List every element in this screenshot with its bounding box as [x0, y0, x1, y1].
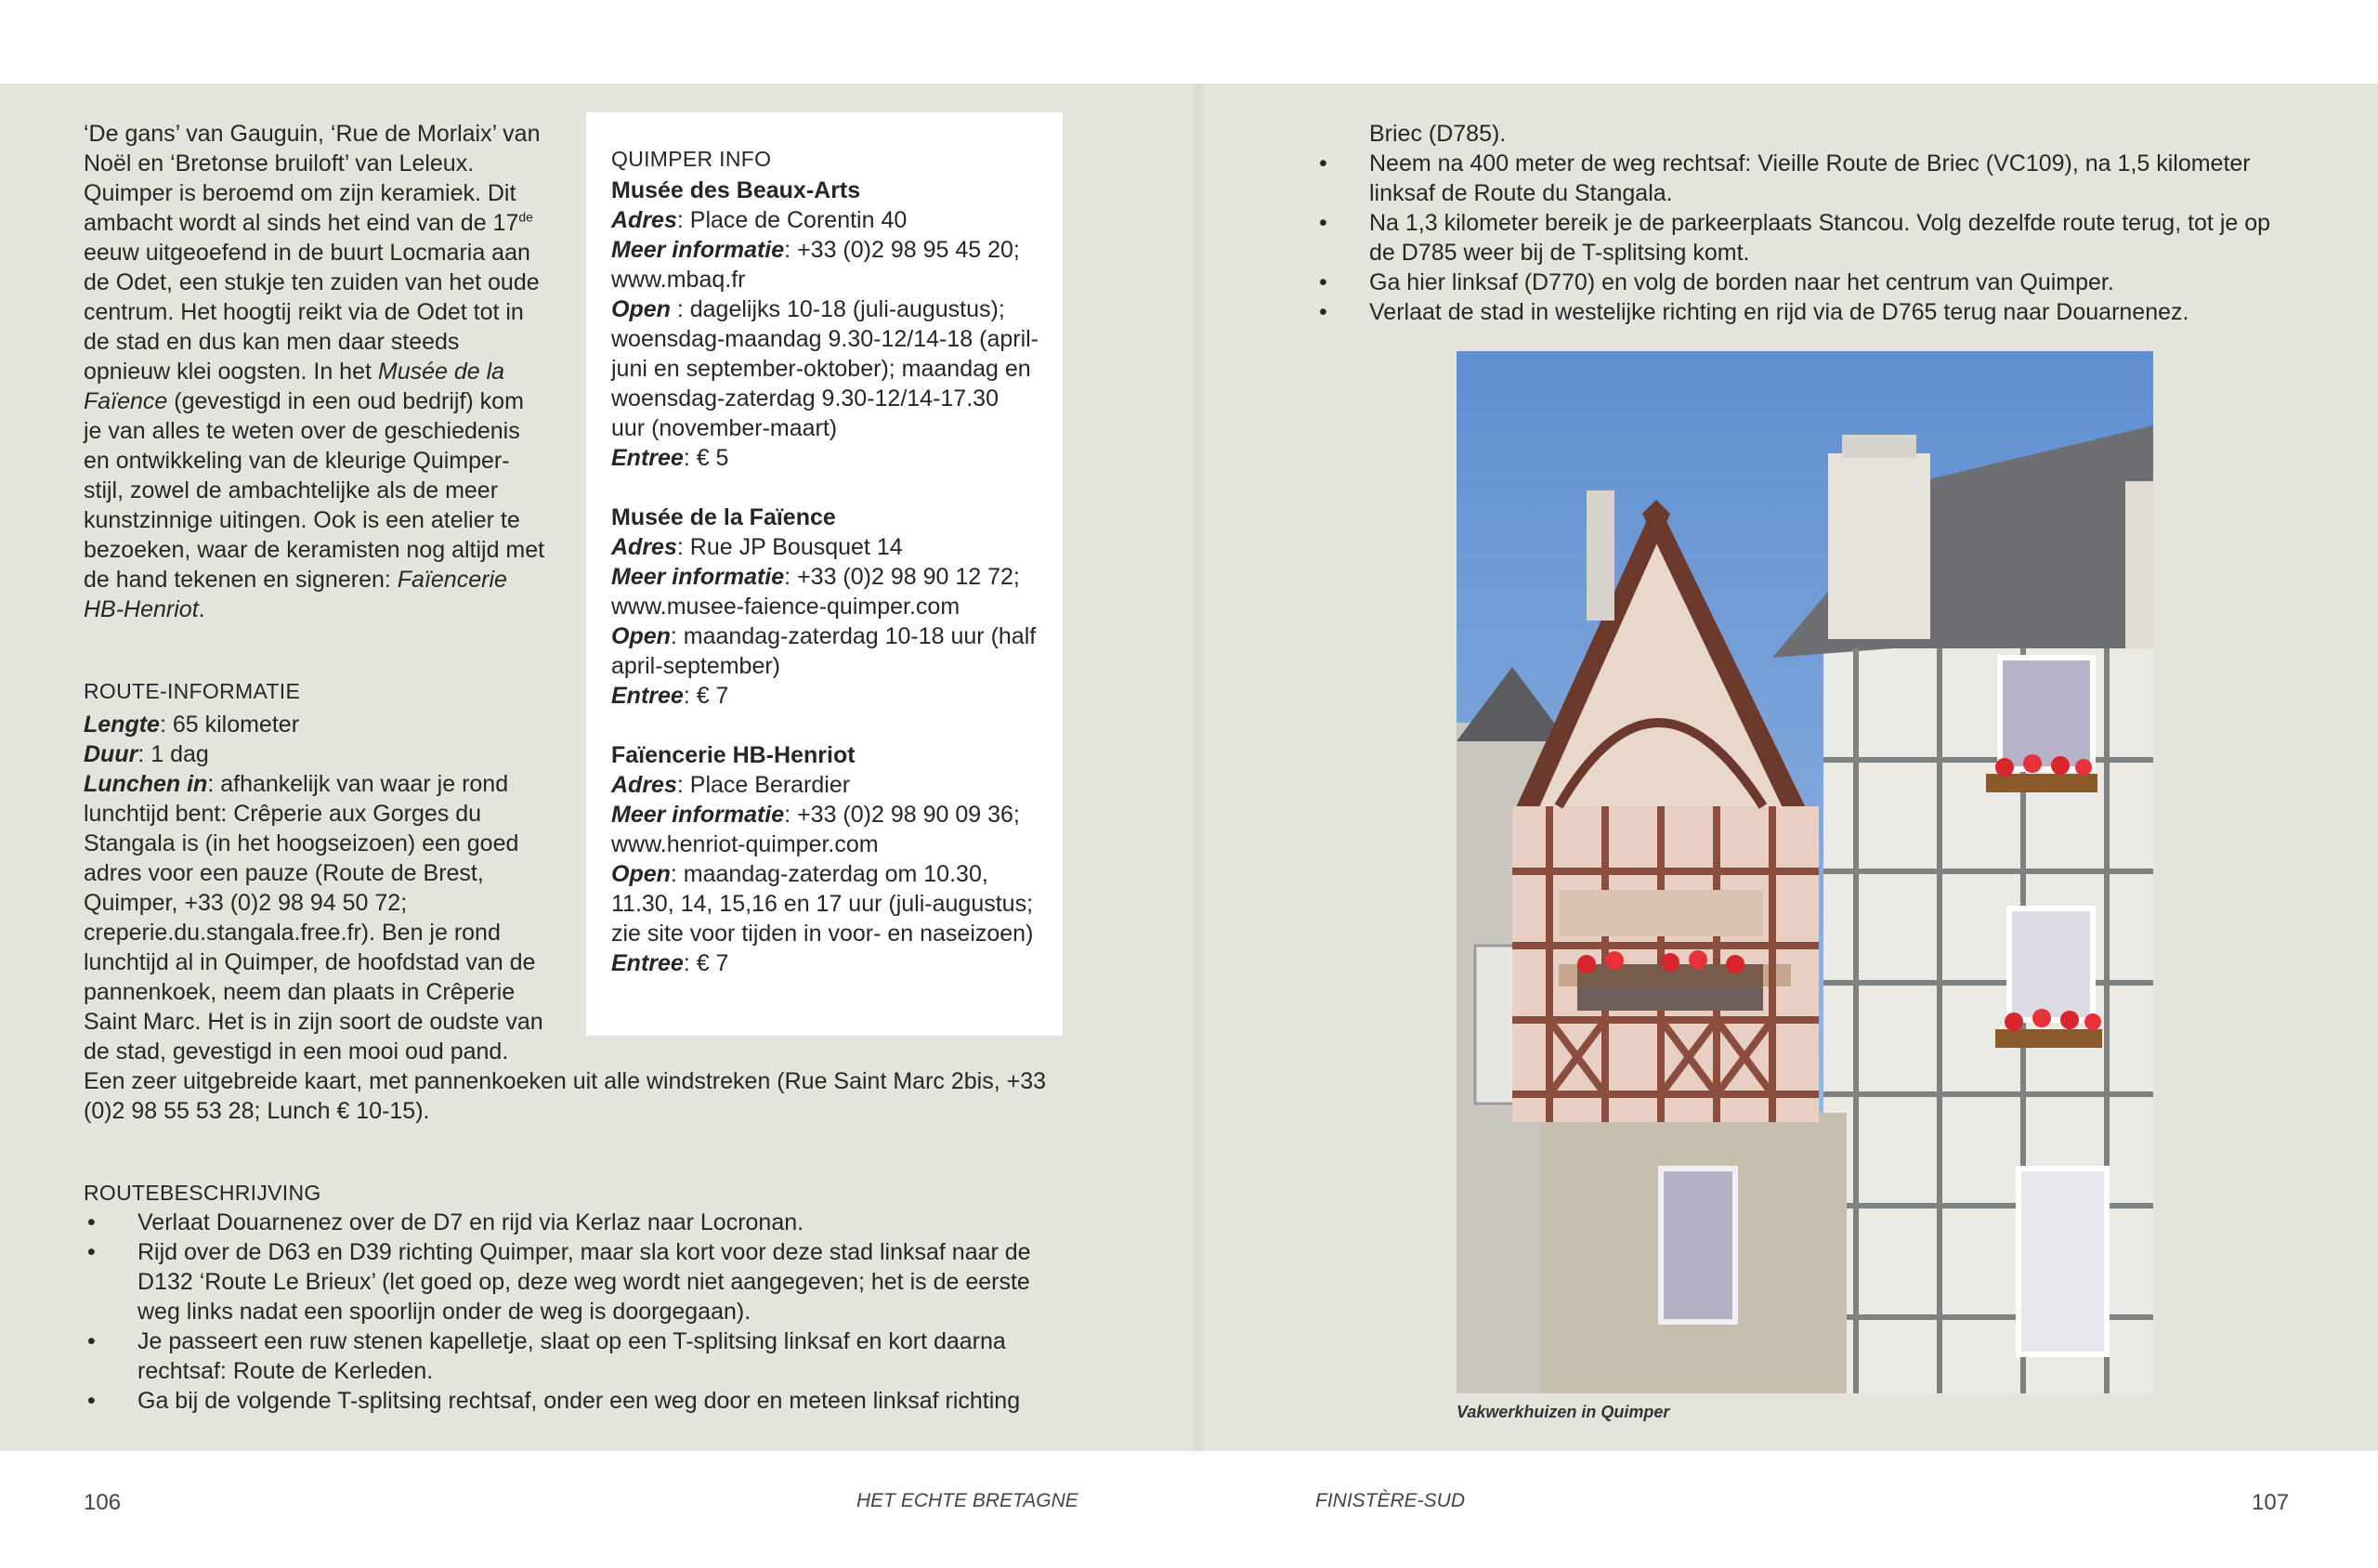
info-entry-opening [611, 859, 1039, 948]
route-length-value: : 65 kilometer [159, 712, 300, 738]
info-entry-price [611, 443, 1039, 473]
route-steps-left [84, 1208, 1068, 1416]
route-duration-label: Duur [84, 741, 138, 767]
route-step: • Rijd over de D63 en D39 richting Quimper, maar sla kort voor deze stad linksaf naar de D132 ‘Route Le Brieux’ (let goed op, deze weg wordt niet aangegeven; het is de eerste weg links nadat een spoorlijn onder de weg is doorgegaan). [84, 1237, 1068, 1326]
info-value: : +33 (0)2 98 90 09 36; www.henriot-quimper.com [611, 802, 1020, 857]
intro-text-a: Quimper is beroemd om zijn keramiek. Dit ambacht wordt al sinds het eind van de 17 [84, 180, 519, 236]
route-step: • Je passeert een ruw stenen kapelletje, slaat op een T-splitsing linksaf en kort daarna rechtsaf: Route de Kerleden. [84, 1326, 1068, 1386]
quimper-info-box [586, 112, 1063, 1036]
info-entry-contact [611, 562, 1039, 621]
info-entry-henriot [611, 740, 1039, 978]
page-number-right: 107 [2252, 1490, 2290, 1515]
address-value: : Place de Corentin 40 [676, 207, 908, 233]
info-label: Meer informatie [611, 802, 785, 828]
info-entry-title: Faïencerie HB-Henriot [611, 742, 856, 768]
right-page-column [1315, 119, 2291, 327]
open-value: : dagelijks 10-18 (juli-augustus); woensdag-maandag 9.30-12/14-18 (april-juni en september-oktober); maandag en woensdag-zaterdag 9.30-12/14-17.30 uur (november-maart) [611, 296, 1039, 441]
info-entry-opening [611, 621, 1039, 681]
entree-label: Entree [611, 950, 684, 976]
superscript-de: de [518, 209, 533, 225]
info-label: Meer informatie [611, 237, 785, 263]
route-steps-right [1315, 149, 2291, 327]
info-value: : +33 (0)2 98 90 12 72; www.musee-faience-quimper.com [611, 564, 1020, 620]
intro-faiencerie-name: Faïencerie HB-Henriot [84, 567, 507, 622]
address-value: : Rue JP Bousquet 14 [676, 534, 903, 560]
book-gutter [1191, 84, 1206, 1451]
intro-text-c: (gevestigd in een oud bedrijf) kom je van alles te weten over de geschiedenis en ontwikkeling van de kleurige Quimper-stijl, zowel de ambachtelijke als de meer kunstzinnige uitingen. Ook is een atelier te bezoeken, waar de keramisten nog altijd met de hand tekenen en signeren: [84, 388, 545, 593]
info-entry-address [611, 770, 1039, 800]
running-title-left: HET ECHTE BRETAGNE [856, 1490, 1078, 1511]
info-entry-price [611, 948, 1039, 978]
intro-museum-name: Musée de la Faïence [84, 359, 505, 414]
address-value: : Place Berardier [676, 772, 851, 798]
info-entry-contact [611, 235, 1039, 294]
address-label: Adres [611, 534, 677, 560]
open-label: Open [611, 623, 671, 649]
route-lunch-label: Lunchen in [84, 771, 208, 797]
intro-text-end: . [198, 596, 205, 622]
entree-label: Entree [611, 683, 684, 709]
route-step-continued: Briec (D785). [1369, 121, 1507, 147]
route-step: • Ga bij de volgende T-splitsing rechtsaf, onder een weg door en meteen linksaf richting [84, 1386, 1068, 1416]
route-step: • Na 1,3 kilometer bereik je de parkeerplaats Stancou. Volg dezelfde route terug, tot je op de D785 weer bij de T-splitsing komt. [1315, 208, 2291, 268]
open-label: Open [611, 296, 671, 322]
info-value: : +33 (0)2 98 95 45 20; www.mbaq.fr [611, 237, 1020, 293]
route-duration-value: : 1 dag [137, 741, 209, 767]
address-label: Adres [611, 207, 677, 233]
entree-value: : € 7 [683, 683, 729, 709]
half-timbered-houses-photo [1457, 351, 2153, 1393]
infobox-heading: QUIMPER INFO [611, 147, 772, 171]
info-entry-title: Musée des Beaux-Arts [611, 177, 861, 203]
route-info-heading: ROUTE-INFORMATIE [84, 679, 301, 703]
info-entry-beaux-arts [611, 176, 1039, 473]
route-length-label: Lengte [84, 712, 160, 738]
intro-text-b: eeuw uitgeoefend in de buurt Locmaria aan de Odet, een stukje ten zuiden van het oude centrum. Het hoogtij reikt via de Odet tot in de stad en dus kan men daar steeds opnieuw klei oogsten. In het [84, 240, 540, 385]
entree-label: Entree [611, 445, 684, 471]
intro-paragraph-2 [84, 178, 567, 624]
open-value: : maandag-zaterdag om 10.30, 11.30, 14, 15,16 en 17 uur (juli-augustus; zie site voor tijden in voor- en naseizoen) [611, 861, 1034, 947]
photo-caption: Vakwerkhuizen in Quimper [1457, 1403, 1670, 1421]
info-entry-contact [611, 800, 1039, 859]
open-label: Open [611, 861, 671, 887]
info-entry-opening [611, 294, 1039, 443]
info-entry-address [611, 532, 1039, 562]
running-title-right: FINISTÈRE-SUD [1315, 1490, 1466, 1511]
route-step: • Ga hier linksaf (D770) en volg de borden naar het centrum van Quimper. [1315, 268, 2291, 297]
route-step: • Verlaat Douarnenez over de D7 en rijd via Kerlaz naar Locronan. [84, 1208, 1068, 1237]
entree-value: : € 7 [683, 950, 729, 976]
address-label: Adres [611, 772, 677, 798]
info-entry-title: Musée de la Faïence [611, 504, 836, 530]
route-step: • Verlaat de stad in westelijke richting en rijd via de D765 terug naar Douarnenez. [1315, 297, 2291, 327]
intro-paragraph-1: ‘De gans’ van Gauguin, ‘Rue de Morlaix’ van Noël en ‘Bretonse bruiloft’ van Leleux. [84, 121, 541, 176]
info-entry-price [611, 681, 1039, 711]
entree-value: : € 5 [683, 445, 729, 471]
info-entry-address [611, 205, 1039, 235]
route-step: • Neem na 400 meter de weg rechtsaf: Vieille Route de Briec (VC109), na 1,5 kilometer linksaf de Route du Stangala. [1315, 149, 2291, 208]
page-number-left: 106 [84, 1490, 122, 1515]
route-description-heading: ROUTEBESCHRIJVING [84, 1181, 321, 1205]
route-lunch-value: : afhankelijk van waar je rond lunchtijd bent: Crêperie aux Gorges du Stangala is (in het hoogseizoen) een goed adres voor een pauze (Route de Brest, Quimper, +33 (0)2 98 94 50 72; creperie.du.stangala.free.fr). Ben je rond lunchtijd al in Quimper, de hoofdstad van de pannenkoek, neem dan plaats in Crêperie Saint Marc. Het is in zijn soort de oudste van de stad, gevestigd in een mooi oud pand. Een zeer uitgebreide kaart, met pannenkoeken uit alle windstreken (Rue Saint Marc 2bis, +33 (0)2 98 55 53 28; Lunch € 10-15). [84, 771, 1047, 1124]
info-label: Meer informatie [611, 564, 785, 590]
open-value: : maandag-zaterdag 10-18 uur (half april-september) [611, 623, 1037, 679]
info-entry-faience-museum [611, 503, 1039, 711]
